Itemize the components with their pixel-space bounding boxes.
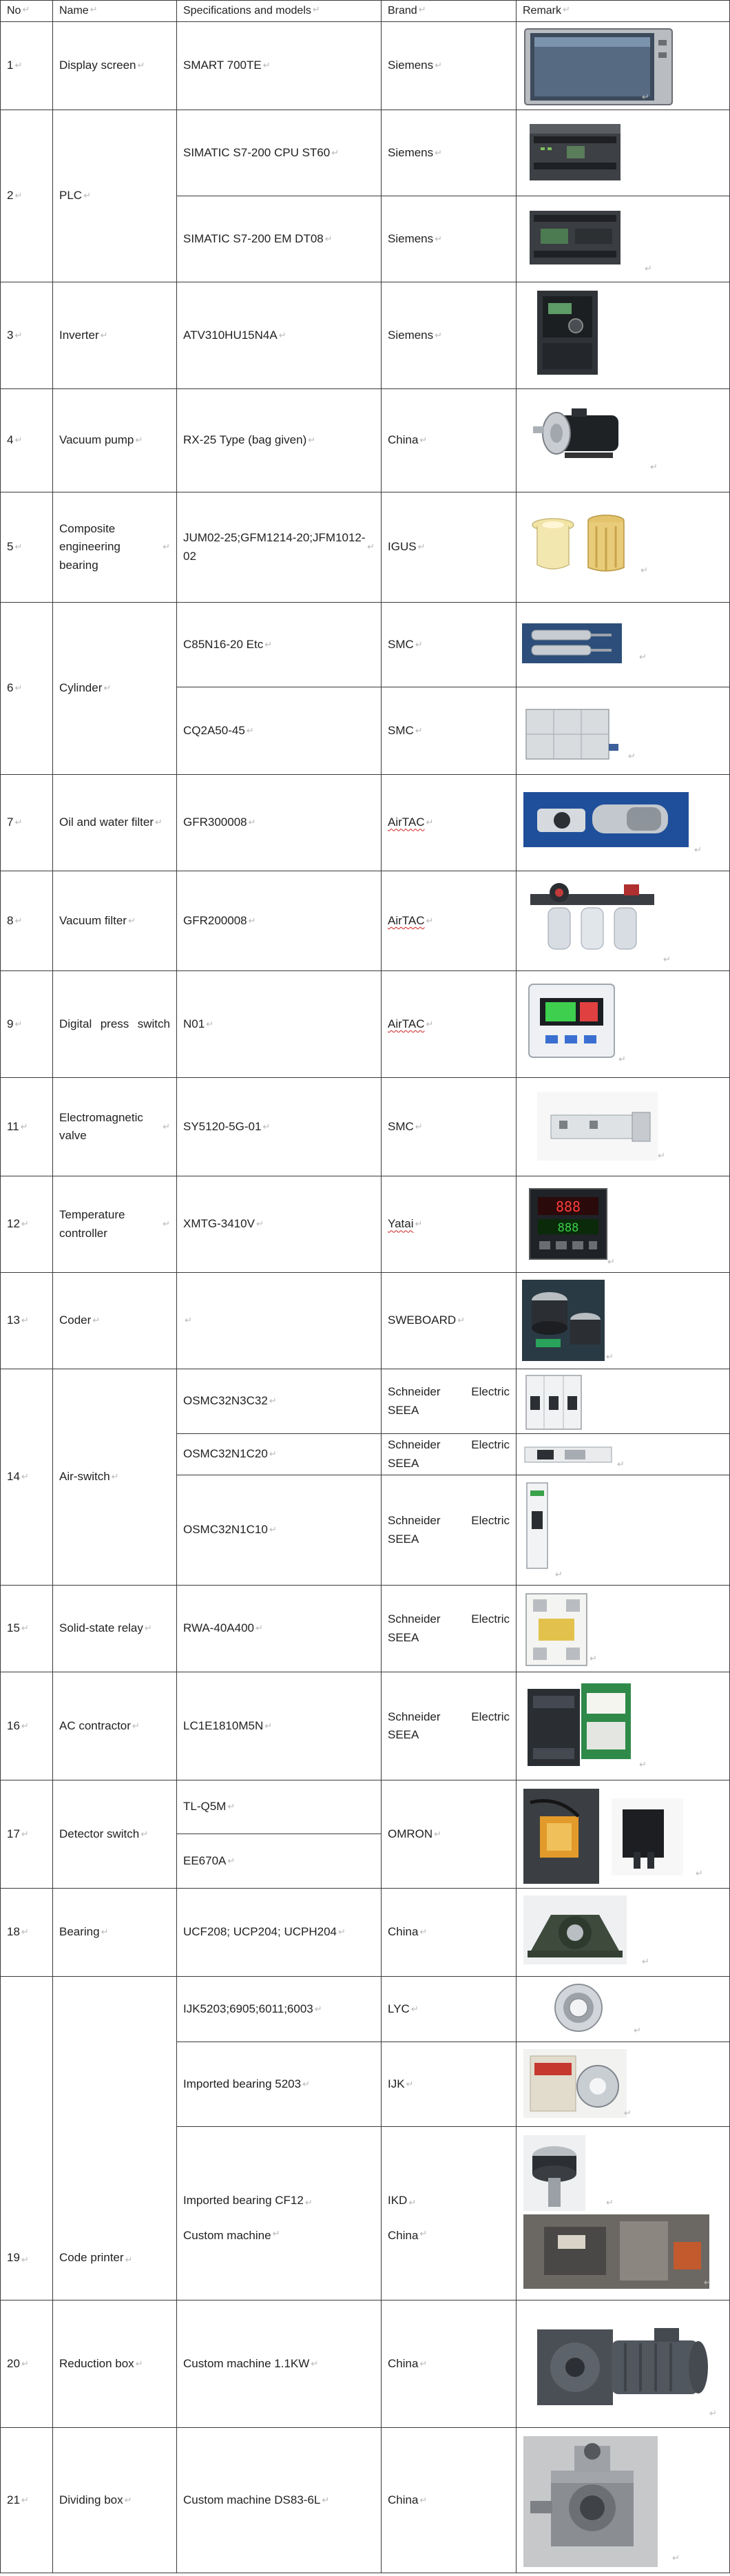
header-spec: Specifications and models ↵ (177, 0, 382, 22)
row-name: Detector switch ↵ (53, 1780, 177, 1889)
row-spec: RX-25 Type (bag given) ↵ (177, 389, 382, 492)
remark-para-mark: ↵ (618, 1054, 626, 1064)
row-no: 11 ↵ (0, 1078, 53, 1176)
remark-para-mark: ↵ (642, 92, 649, 102)
row-spec: N01 ↵ (177, 971, 382, 1078)
row-spec: SIMATIC S7-200 CPU ST60 ↵ (177, 110, 382, 196)
remark-para-mark: ↵ (672, 2553, 680, 2563)
remark-para-mark: ↵ (704, 2277, 711, 2287)
header-brand: Brand ↵ (382, 0, 517, 22)
temperature-controller-icon (527, 1186, 609, 1262)
three-pole-breaker-icon (523, 1373, 584, 1432)
header-name: Name ↵ (53, 0, 177, 22)
row-name: Air-switch ↵ (53, 1369, 177, 1586)
row-no: 12 ↵ (0, 1176, 53, 1273)
remark-para-mark: ↵ (617, 1459, 625, 1469)
row-spec: IJK5203;6905;6011;6003 ↵ (177, 1977, 382, 2042)
row-spec: ↵ (177, 1273, 382, 1369)
row-spec: EE670A ↵ (177, 1834, 382, 1889)
remark-para-mark: ↵ (658, 1150, 665, 1161)
svg-text:888: 888 (555, 1198, 581, 1215)
row-name: Reduction box ↵ (53, 2300, 177, 2428)
remark-para-mark: ↵ (640, 565, 648, 575)
row-spec: OSMC32N3C32 ↵ (177, 1369, 382, 1434)
plc-expansion-module-icon (527, 201, 623, 270)
solenoid-valve-icon (537, 1092, 658, 1161)
din-rail-breaker-icon (523, 1443, 613, 1466)
remark-para-mark: ↵ (709, 2408, 717, 2418)
remark-para-mark: ↵ (650, 461, 658, 472)
row-brand: AirTAC ↵ (382, 971, 517, 1078)
solid-state-relay-icon (523, 1591, 590, 1668)
row-name: Code printer ↵ (53, 1977, 177, 2300)
row-name: Inverter ↵ (53, 282, 177, 389)
row-brand: Schneider Electric SEEA (382, 1434, 517, 1475)
remark-para-mark: ↵ (639, 652, 647, 662)
row-no: 5 ↵ (0, 492, 53, 603)
remark-para-mark: ↵ (639, 1759, 647, 1769)
remark-para-mark: ↵ (628, 751, 636, 761)
header-no: No ↵ (0, 0, 53, 22)
row-name: Digital press switch (53, 971, 177, 1078)
row-brand: China ↵ (382, 1889, 517, 1977)
remark-para-mark: ↵ (555, 1569, 563, 1579)
row-no: 6 ↵ (0, 603, 53, 775)
row-name: Temperature controller ↵ (53, 1176, 177, 1273)
row-brand: AirTAC ↵ (382, 871, 517, 971)
row-spec: SIMATIC S7-200 EM DT08 ↵ (177, 196, 382, 282)
single-pole-breaker-icon (525, 1481, 550, 1570)
row-spec: SY5120-5G-01 ↵ (177, 1078, 382, 1176)
row-name: Electromagnetic valve ↵ (53, 1078, 177, 1176)
code-printer-icon (523, 2214, 709, 2289)
row-no: 14 ↵ (0, 1369, 53, 1586)
row-brand: China ↵ (382, 2211, 517, 2300)
remark-para-mark: ↵ (606, 2197, 614, 2208)
row-brand: Siemens ↵ (382, 196, 517, 282)
cam-indexer-icon (523, 2436, 658, 2567)
row-brand: SWEBOARD ↵ (382, 1273, 517, 1369)
row-brand: Siemens ↵ (382, 22, 517, 110)
row-spec: GFR200008 ↵ (177, 871, 382, 971)
ac-contactor-icon (523, 1679, 634, 1772)
gear-motor-icon (530, 2309, 720, 2419)
plc-module-icon (527, 117, 623, 186)
row-name: Bearing ↵ (53, 1889, 177, 1977)
row-brand: SMC ↵ (382, 1078, 517, 1176)
row-brand: IJK ↵ (382, 2042, 517, 2127)
row-no: 1 ↵ (0, 22, 53, 110)
row-brand: Yatai ↵ (382, 1176, 517, 1273)
row-no: 18 ↵ (0, 1889, 53, 1977)
row-spec: TL-Q5M ↵ (177, 1780, 382, 1834)
row-no: 15 ↵ (0, 1586, 53, 1672)
row-no: 21 ↵ (0, 2428, 53, 2573)
row-spec: UCF208; UCP204; UCPH204 ↵ (177, 1889, 382, 1977)
row-brand: China ↵ (382, 2300, 517, 2428)
remark-para-mark: ↵ (663, 954, 671, 964)
row-spec: RWA-40A400 ↵ (177, 1586, 382, 1672)
row-brand: Schneider Electric SEEA (382, 1475, 517, 1586)
row-spec: ATV310HU15N4A ↵ (177, 282, 382, 389)
vacuum-pump-icon (523, 396, 627, 468)
row-spec: Custom machine ↵ (177, 2211, 382, 2300)
pressure-switch-icon (525, 981, 618, 1061)
row-brand: Schneider Electric SEEA (382, 1586, 517, 1672)
row-spec: Imported bearing 5203 ↵ (177, 2042, 382, 2127)
row-spec: SMART 700TE ↵ (177, 22, 382, 110)
row-brand: IKD ↵ (382, 2127, 517, 2211)
air-filter-unit-icon (523, 880, 661, 962)
row-name: Dividing box ↵ (53, 2428, 177, 2573)
pillow-block-bearing-icon (523, 1895, 627, 1964)
row-name: Coder ↵ (53, 1273, 177, 1369)
row-brand: Siemens ↵ (382, 110, 517, 196)
row-spec: Custom machine DS83-6L ↵ (177, 2428, 382, 2573)
row-spec: Custom machine 1.1KW ↵ (177, 2300, 382, 2428)
row-no: 7 ↵ (0, 775, 53, 871)
remark-para-mark: ↵ (606, 1351, 614, 1362)
row-name: Display screen ↵ (53, 22, 177, 110)
boxed-bearing-icon (523, 2049, 627, 2118)
remark-para-mark: ↵ (634, 2025, 641, 2035)
remark-para-mark: ↵ (624, 2108, 632, 2118)
row-no: 8 ↵ (0, 871, 53, 971)
row-name: Solid-state relay ↵ (53, 1586, 177, 1672)
touch-panel-icon (523, 26, 675, 107)
rotary-encoder-icon (522, 1280, 605, 1361)
remark-para-mark: ↵ (590, 1653, 597, 1663)
row-name: Oil and water filter ↵ (53, 775, 177, 871)
row-remark (517, 1977, 730, 2042)
row-brand: IGUS ↵ (382, 492, 517, 603)
filter-regulator-icon (523, 792, 689, 847)
remark-para-mark: ↵ (607, 1256, 615, 1267)
ball-bearing-icon (551, 1980, 606, 2035)
row-no: 9 ↵ (0, 971, 53, 1078)
row-spec: GFR300008 ↵ (177, 775, 382, 871)
row-brand: OMRON ↵ (382, 1780, 517, 1889)
remark-para-mark: ↵ (694, 844, 702, 855)
svg-text:888: 888 (557, 1221, 579, 1235)
row-name: PLC ↵ (53, 110, 177, 282)
pneumatic-cylinder-icon (522, 623, 622, 663)
row-name: Cylinder ↵ (53, 603, 177, 775)
row-brand: AirTAC ↵ (382, 775, 517, 871)
row-brand: China ↵ (382, 389, 517, 492)
row-no: 20 ↵ (0, 2300, 53, 2428)
row-name: AC contractor ↵ (53, 1672, 177, 1780)
plastic-bushing-icon (522, 510, 639, 579)
row-no: 4 ↵ (0, 389, 53, 492)
row-spec: LC1E1810M5N ↵ (177, 1672, 382, 1780)
row-spec: CQ2A50-45 ↵ (177, 687, 382, 775)
row-brand: SMC ↵ (382, 687, 517, 775)
row-brand: Siemens ↵ (382, 282, 517, 389)
row-name: Vacuum pump ↵ (53, 389, 177, 492)
proximity-sensor-icon (523, 1789, 692, 1884)
remark-para-mark: ↵ (642, 1956, 649, 1966)
remark-para-mark: ↵ (645, 263, 652, 273)
header-remark: Remark ↵ (517, 0, 730, 22)
row-name: Vacuum filter ↵ (53, 871, 177, 971)
cam-follower-icon (523, 2135, 585, 2211)
row-no: 3 ↵ (0, 282, 53, 389)
row-spec: Imported bearing CF12 ↵ (177, 2127, 382, 2211)
row-no: 17 ↵ (0, 1780, 53, 1889)
row-brand: SMC ↵ (382, 603, 517, 687)
row-spec: XMTG-3410V ↵ (177, 1176, 382, 1273)
row-spec: JUM02-25;GFM1214-20;JFM1012-02 ↵ (177, 492, 382, 603)
row-spec: OSMC32N1C20 ↵ (177, 1434, 382, 1475)
inverter-icon (530, 288, 606, 377)
row-brand: China ↵ (382, 2428, 517, 2573)
row-no: 13 ↵ (0, 1273, 53, 1369)
remark-para-mark: ↵ (696, 1868, 703, 1878)
row-no: 2 ↵ (0, 110, 53, 282)
row-brand: LYC ↵ (382, 1977, 517, 2042)
row-brand: Schneider Electric SEEA (382, 1672, 517, 1780)
compact-cylinder-icon (522, 703, 625, 765)
row-no: 16 ↵ (0, 1672, 53, 1780)
row-spec: C85N16-20 Etc ↵ (177, 603, 382, 687)
row-brand: Schneider Electric SEEA (382, 1369, 517, 1434)
row-spec: OSMC32N1C10 ↵ (177, 1475, 382, 1586)
row-no: 19 ↵ (0, 1977, 53, 2300)
row-name: Composite engineering bearing ↵ (53, 492, 177, 603)
